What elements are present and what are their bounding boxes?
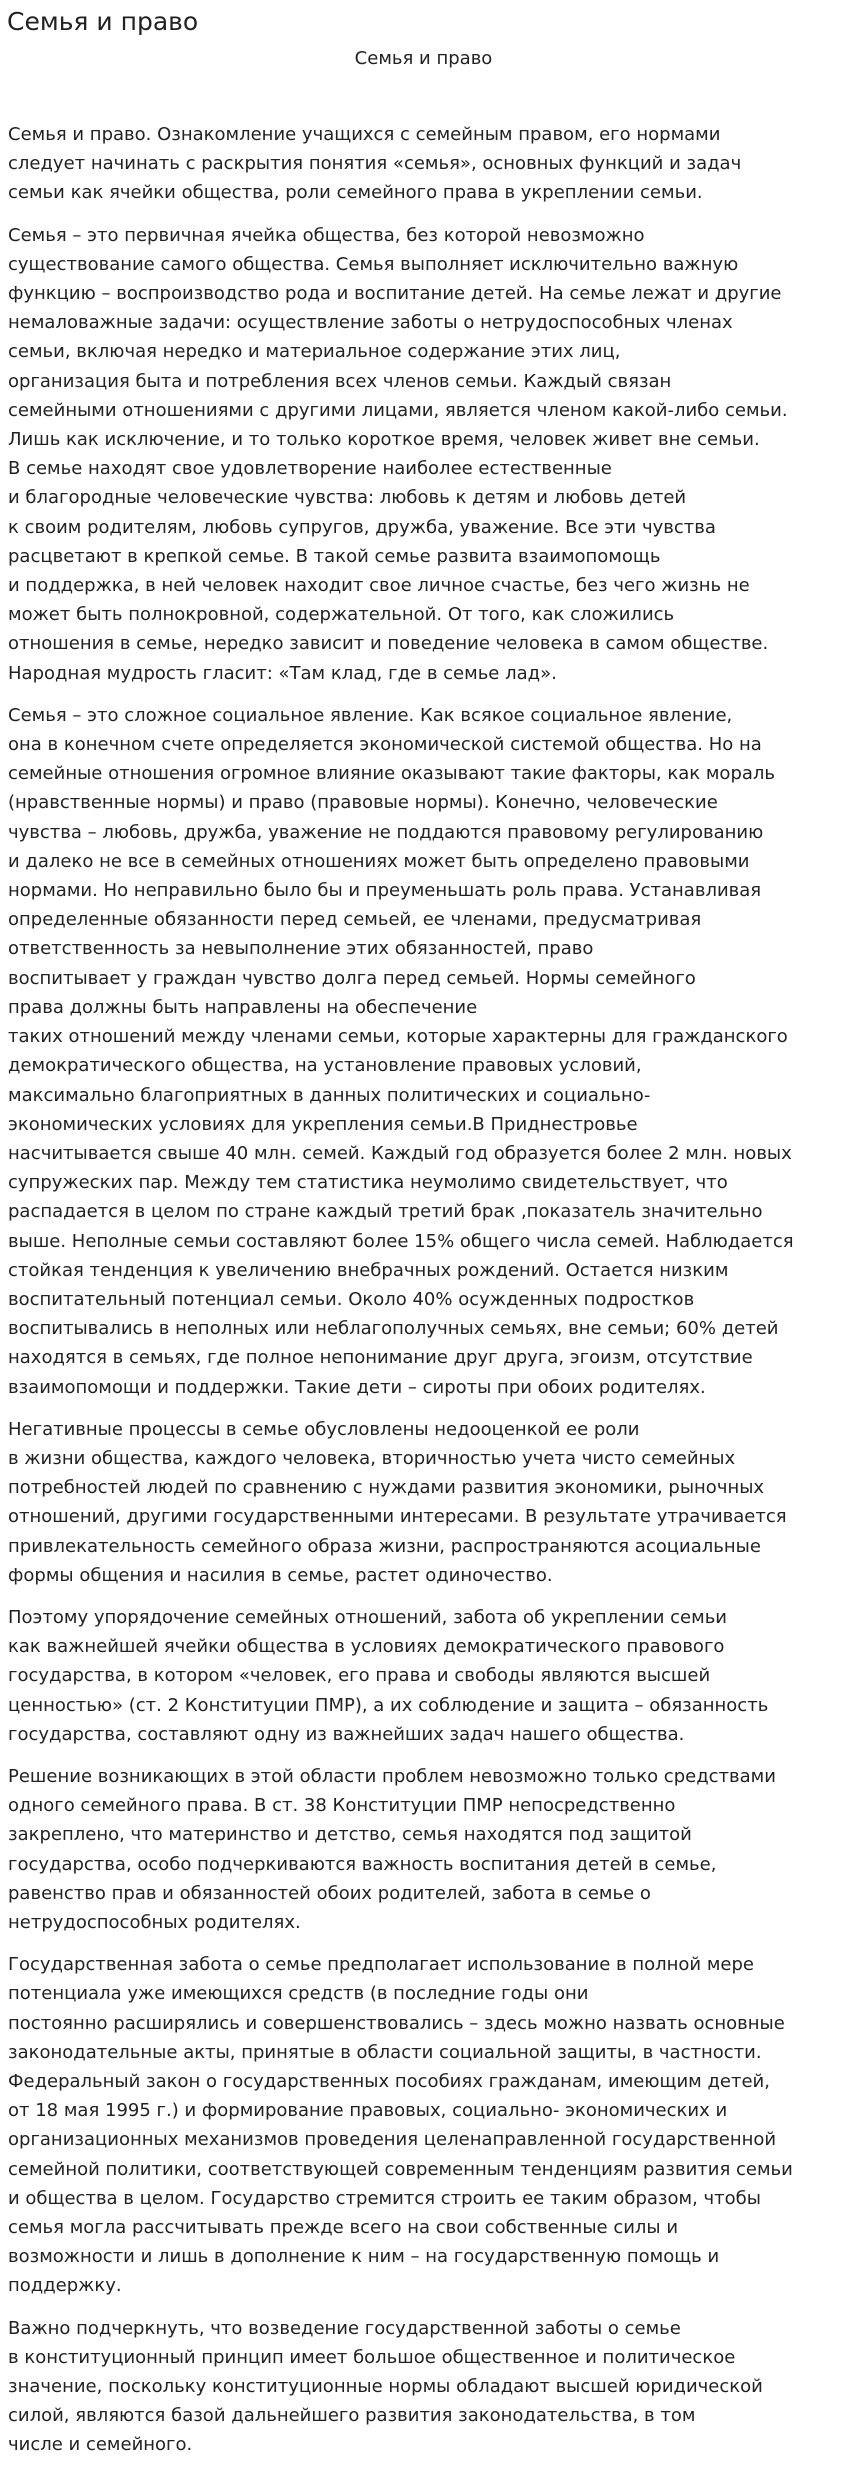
paragraph: Поэтому упорядочение семейных отношений, забота об укреплении семьи как важнейшей ячейки общества в условиях демократического правового государства, в котором «человек, его права и свободы являются высшей ценностью» (ст. 2 Конституции ПМР), а их соблюдение и защита – обязанность государства, составляют одну из важнейших задач нашего общества. (8, 1606, 769, 1745)
paragraph: Негативные процессы в семье обусловлены недооценкой ее роли в жизни общества, каждого человека, вторичностью учета чисто семейных потребностей людей по сравнению с нуждами развития экономики, рыночных отношений, другими государственными интересами. В результате утрачивается привлекательность семейного образа жизни, распространяются асоциальные формы общения и насилия в семье, растет одиночество. (8, 1418, 787, 1586)
page-title: Семья и право (7, 7, 199, 36)
paragraph: Важно подчеркнуть, что возведение государственной заботы о семье в конституционный принцип имеет большое общественное и политическое значение, поскольку конституционные нормы обладают высшей юридической силой, являются базой дальнейшего развития законодательства, в том числе и семейного. (8, 2317, 763, 2456)
paragraph: Государственная забота о семье предполагает использование в полной мере потенциала уже имеющихся средств (в последние годы они постоянно расширялись и совершенствовались – здесь можно назвать основные законодательные акты, принятые в области социальной защиты, в частности. Федеральный закон о государственных пособиях гражданам, имеющим детей, от 18 мая 1995 г.) и формирование правовых, социально- экономических и организационных механизмов проведения целенаправленной государственной семейной политики, соответствующей современным тенденциям развития семьи и общества в целом. Государство стремится строить ее таким образом, чтобы семья могла рассчитывать прежде всего на свои собственные силы и возможности и лишь в дополнение к ним – на государственную помощь и поддержку. (8, 1954, 793, 2297)
document-heading: Семья и право (354, 48, 493, 69)
paragraph: Семья – это первичная ячейка общества, без которой невозможно существование самого общества. Семья выполняет исключительно важную функцию – воспроизводство рода и воспитание детей. На семье лежат и другие немаловажные задачи: осуществление заботы о нетрудоспособных членах семьи, включая нередко и материальное содержание этих лиц, организация быта и потребления всех членов семьи. Каждый связан семейными отношениями с другими лицами, является членом какой-либо семьи. Лишь как исключение, и то только короткое время, человек живет вне семьи. В семье находят свое удовлетворение наиболее естественные и благородные человеческие чувства: любовь к детям и любовь детей к своим родителям, любовь супругов, дружба, уважение. Все эти чувства расцветают в крепкой семье. В такой семье развита взаимопомощь и поддержка, в ней человек находит свое личное счастье, без чего жизнь не может быть полнокровной, содержательной. От того, как сложились отношения в семье, нередко зависит и поведение человека в самом обществе. Народная мудрость гласит: «Там клад, где в семье лад». (8, 224, 788, 684)
paragraph: Семья – это сложное социальное явление. Как всякое социальное явление, она в конечном счете определяется экономической системой общества. Но на семейные отношения огромное влияние оказывают такие факторы, как мораль (нравственные нормы) и право (правовые нормы). Конечно, человеческие чувства – любовь, дружба, уважение не поддаются правовому регулированию и далеко не все в семейных отношениях может быть определено правовыми нормами. Но неправильно было бы и преуменьшать роль права. Устанавливая определенные обязанности перед семьей, ее членами, предусматривая ответственность за невыполнение этих обязанностей, право воспитывает у граждан чувство долга перед семьей. Нормы семейного права должны быть направлены на обеспечение таких отношений между членами семьи, которые характерны для гражданского демократического общества, на установление правовых условий, максимально благоприятных в данных политических и социально- экономических условиях для укрепления семьи.В Приднестровье насчитывается свыше 40 млн. семей. Каждый год образуется более 2 млн. новых супружеских пар. Между тем статистика неумолимо свидетельствует, что распадается в целом по стране каждый третий брак ,показатель значительно выше. Неполные семьи составляют более 15% общего числа семей. Наблюдается стойкая тенденция к увеличению внебрачных рождений. Остается низким воспитательный потенциал семьи. Около 40% осужденных подростков воспитывались в неполных или неблагополучных семьях, вне семьи; 60% детей находятся в семьях, где полное непонимание друг друга, эгоизм, отсутствие взаимопомощи и поддержки. Такие дети – сироты при обоих родителях. (8, 704, 794, 1398)
article-body (8, 120, 843, 2473)
paragraph: Решение возникающих в этой области проблем невозможно только средствами одного семейного права. В ст. 38 Конституции ПМР непосредственно закреплено, что материнство и детство, семья находятся под защитой государства, особо подчеркиваются важность воспитания детей в семье, равенство прав и обязанностей обоих родителей, забота в семье о нетрудоспособных родителях. (8, 1765, 776, 1933)
paragraph: Семья и право. Ознакомление учащихся с семейным правом, его нормами следует начинать с раскрытия понятия «семья», основных функций и задач семьи как ячейки общества, роли семейного права в укреплении семьи. (8, 124, 742, 204)
